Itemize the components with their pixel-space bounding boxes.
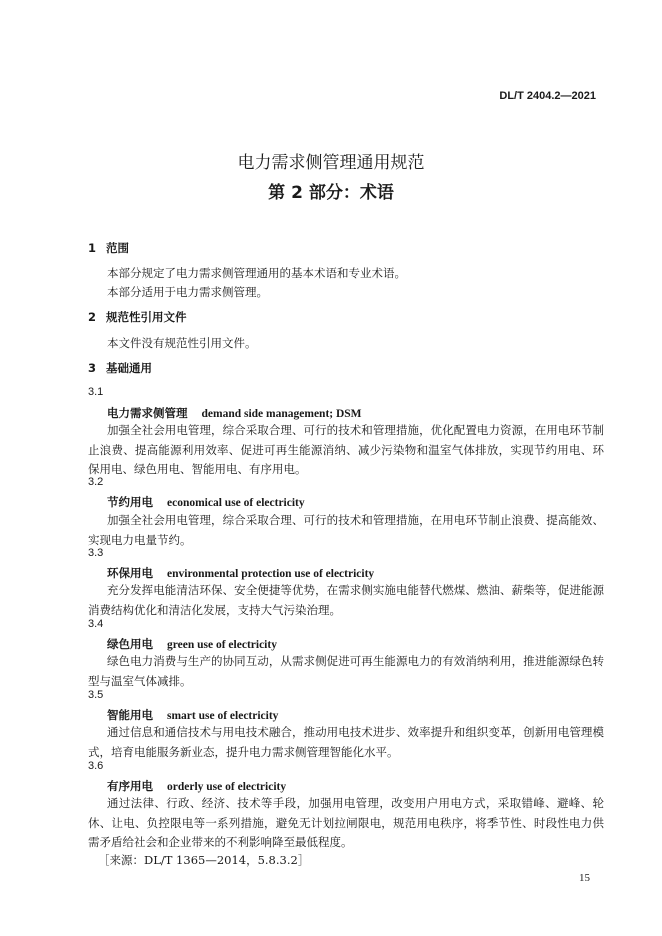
- term-definition: 加强全社会用电管理，综合采取合理、可行的技术和管理措施，优化配置电力资源，在用电环节制止浪费、提高能源利用效率、促进可再生能源消纳、减少污染物和温室气体排放，实现节约用电、环保用电、绿色用电、智能用电、有序用电。: [88, 423, 604, 476]
- term-3-2: [107, 494, 305, 510]
- section-1-paragraph-2: 本部分适用于电力需求侧管理。: [107, 285, 268, 299]
- section-number: 3: [88, 361, 97, 375]
- term-3-5: [107, 707, 278, 723]
- term-english: demand side management; DSM: [201, 408, 362, 420]
- section-3-heading: [88, 360, 152, 376]
- term-definition: 加强全社会用电管理，综合采取合理、可行的技术和管理措施，在用电环节制止浪费、提高能效、实现电力电量节约。: [88, 513, 604, 547]
- term-chinese: 环保用电: [107, 566, 153, 580]
- section-2-heading: [88, 309, 187, 325]
- section-number: 2: [88, 310, 97, 324]
- standard-code: DL/T 2404.2—2021: [499, 90, 596, 102]
- term-chinese: 智能用电: [107, 708, 153, 722]
- page-number: 15: [579, 872, 590, 884]
- term-chinese: 电力需求侧管理: [107, 406, 188, 420]
- document-title: 电力需求侧管理通用规范: [237, 153, 425, 173]
- term-chinese: 节约用电: [107, 495, 153, 509]
- term-3-4: [107, 636, 277, 652]
- term-source: ［来源：DL/T 1365—2014，5.8.3.2］: [98, 853, 310, 867]
- clause-number: 3.5: [88, 689, 104, 701]
- term-3-6: [107, 778, 286, 794]
- clause-number: 3.4: [88, 618, 104, 630]
- section-title: 规范性引用文件: [106, 310, 187, 324]
- term-english: orderly use of electricity: [167, 781, 287, 793]
- term-3-1: [107, 405, 362, 421]
- term-definition: 充分发挥电能清洁环保、安全便捷等优势，在需求侧实施电能替代燃煤、燃油、薪柴等，促进能源消费结构优化和清洁化发展，支持大气污染治理。: [88, 583, 604, 617]
- term-english: economical use of electricity: [167, 497, 305, 509]
- clause-number: 3.3: [88, 547, 104, 559]
- clause-number: 3.1: [88, 386, 104, 398]
- section-title: 范围: [106, 241, 129, 255]
- document-part-title: 第 2 部分：术语: [268, 183, 394, 203]
- term-english: smart use of electricity: [167, 710, 279, 722]
- term-definition: 通过法律、行政、经济、技术等手段，加强用电管理，改变用户用电方式，采取错峰、避峰、轮休、让电、负控限电等一系列措施，避免无计划拉闸限电，规范用电秩序，将季节性、时段性电力供需矛盾给社会和企业带来的不利影响降至最低程度。: [88, 796, 604, 849]
- term-3-3: [107, 565, 374, 581]
- clause-number: 3.6: [88, 760, 104, 772]
- section-number: 1: [88, 241, 97, 255]
- section-2-paragraph-1: 本文件没有规范性引用文件。: [107, 336, 257, 350]
- term-english: environmental protection use of electricity: [167, 568, 375, 580]
- term-chinese: 绿色用电: [107, 637, 153, 651]
- term-definition: 通过信息和通信技术与用电技术融合，推动用电技术进步、效率提升和组织变革，创新用电管理模式，培育电能服务新业态，提升电力需求侧管理智能化水平。: [88, 725, 604, 759]
- section-1-heading: [88, 240, 129, 256]
- term-definition: 绿色电力消费与生产的协同互动，从需求侧促进可再生能源电力的有效消纳利用，推进能源绿色转型与温室气体减排。: [88, 654, 604, 688]
- term-chinese: 有序用电: [107, 779, 153, 793]
- section-1-paragraph-1: 本部分规定了电力需求侧管理通用的基本术语和专业术语。: [107, 266, 406, 280]
- term-english: green use of electricity: [167, 639, 277, 651]
- clause-number: 3.2: [88, 476, 104, 488]
- section-title: 基础通用: [106, 361, 152, 375]
